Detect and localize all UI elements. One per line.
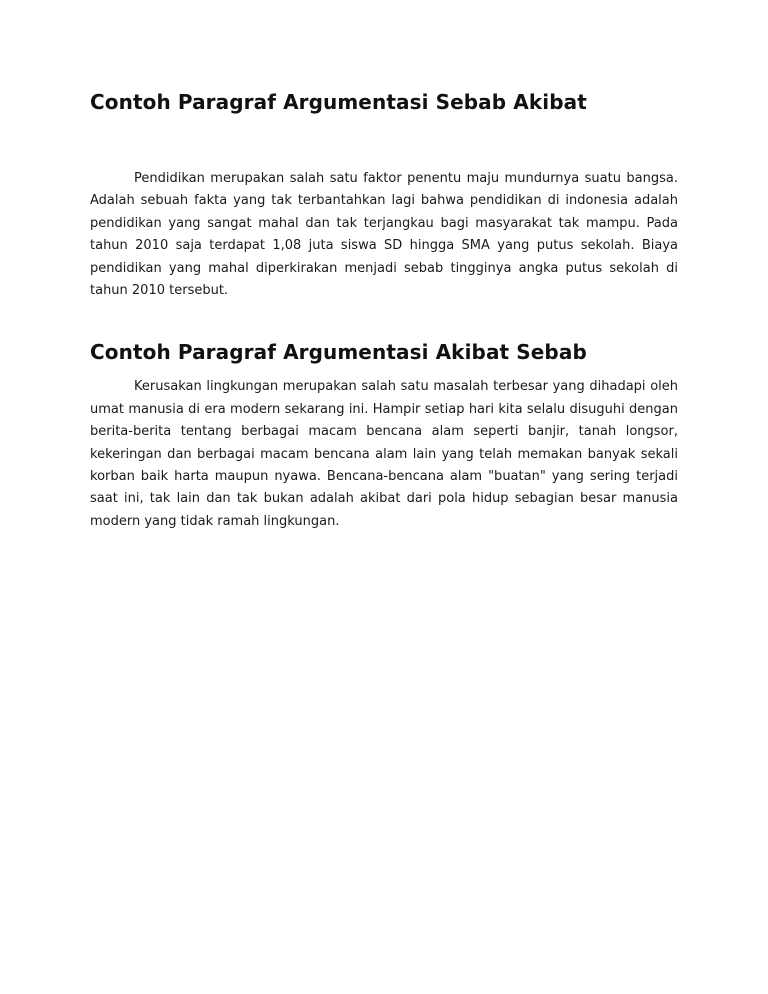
- section-1-paragraph: Pendidikan merupakan salah satu faktor penentu maju mundurnya suatu bangsa. Adalah sebuah fakta yang tak terbantahkan lagi bahwa pendidikan di indonesia adalah pendidikan yang sangat mahal dan tak terjangkau bagi masyarakat tak mampu. Pada tahun 2010 saja terdapat 1,08 juta siswa SD hingga SMA yang putus sekolah. Biaya pendidikan yang mahal diperkirakan menjadi sebab tingginya angka putus sekolah di tahun 2010 tersebut.: [90, 171, 678, 299]
- section-2-title: Contoh Paragraf Argumentasi Akibat Sebab: [90, 340, 587, 365]
- section-1-title: Contoh Paragraf Argumentasi Sebab Akibat: [90, 90, 587, 114]
- section-2-paragraph: Kerusakan lingkungan merupakan salah satu masalah terbesar yang dihadapi oleh umat manusia di era modern sekarang ini. Hampir setiap hari kita selalu disuguhi dengan berita-berita tentang berbagai macam bencana alam seperti banjir, tanah longsor, kekeringan dan berbagai macam bencana alam lain yang telah memakan banyak sekali korban baik harta maupun nyawa. Bencana-bencana alam "buatan" yang sering terjadi saat ini, tak lain dan tak bukan adalah akibat dari pola hidup sebagian besar manusia modern yang tidak ramah lingkungan.: [90, 379, 678, 529]
- document-body: [90, 88, 678, 533]
